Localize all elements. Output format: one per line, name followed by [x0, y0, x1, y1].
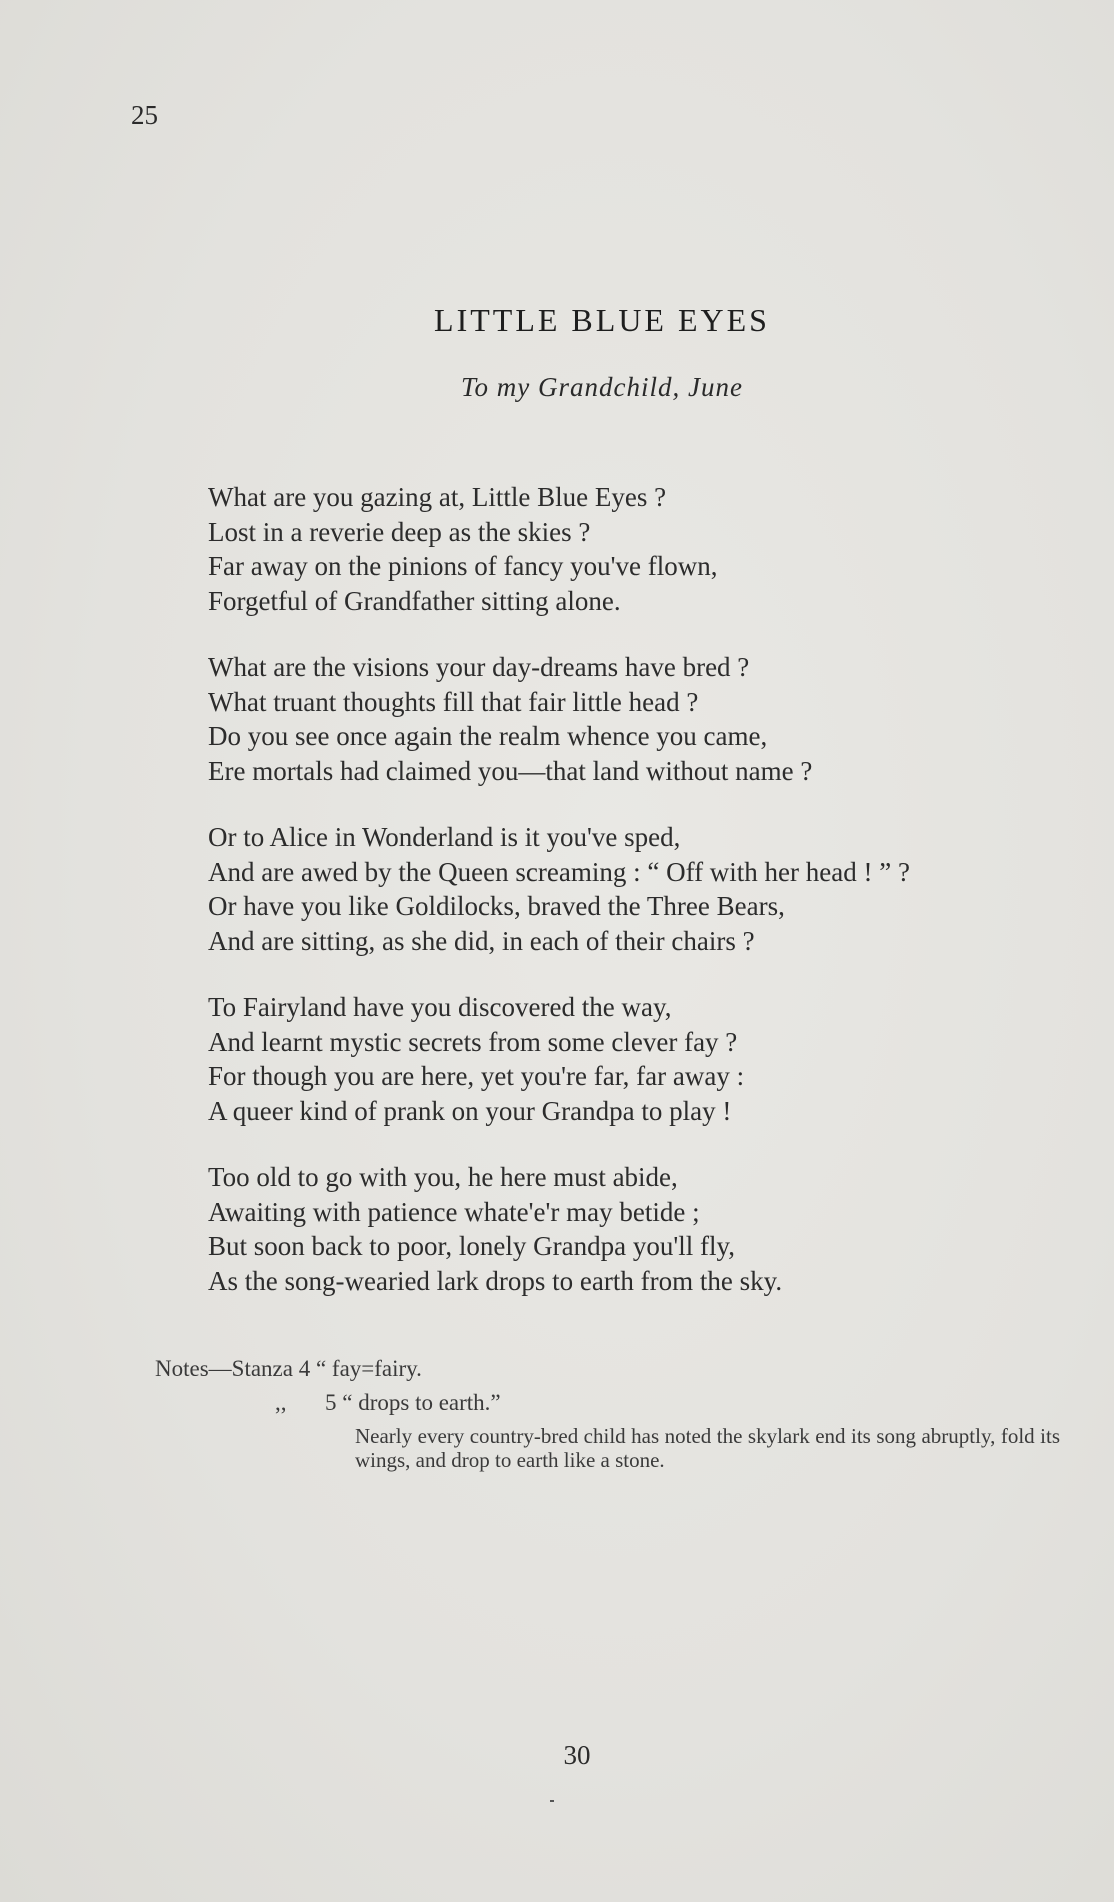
poem-line: What are the visions your day-dreams have bred ? [208, 652, 750, 682]
poem-line: Forgetful of Grandfather sitting alone. [208, 585, 621, 616]
poem-dedication: To my Grandchild, June [461, 372, 743, 402]
poem-title: LITTLE BLUE EYES [434, 302, 770, 338]
poem-line: But soon back to poor, lonely Grandpa you'll fly, [208, 1231, 735, 1261]
poem-line: As the song-wearied lark drops to earth from the sky. [208, 1265, 783, 1296]
poem-line: Awaiting with patience whate'e'r may betide ; [208, 1196, 700, 1227]
page-number-bottom: 30 [563, 1740, 591, 1770]
stanza-2 [208, 650, 1088, 788]
poem-line: Or have you like Goldilocks, braved the Three Bears, [208, 891, 785, 921]
poem-line: Or to Alice in Wonderland is it you've sped, [208, 822, 681, 852]
poem-line: And are awed by the Queen screaming : “ Off with her head ! ” ? [208, 856, 910, 887]
stanza-3 [208, 820, 1088, 958]
stanza-5 [208, 1160, 1088, 1298]
stanza-4 [208, 990, 1088, 1128]
poem-line: Lost in a reverie deep as the skies ? [208, 516, 591, 547]
poem-line: A queer kind of prank on your Grandpa to play ! [208, 1095, 732, 1126]
poem-line: Far away on the pinions of fancy you've flown, [208, 551, 718, 581]
stanza-1 [208, 480, 1088, 618]
note-stanza-5-text: 5 “ drops to earth.” [325, 1390, 501, 1415]
ditto-mark: ,, [275, 1390, 287, 1415]
paper-speck [550, 1800, 554, 1802]
poem-line: Do you see once again the realm whence you came, [208, 721, 768, 751]
poem-line: What truant thoughts fill that fair little head ? [208, 686, 699, 717]
page-number-top: 25 [131, 100, 158, 130]
poem-line: And are sitting, as she did, in each of their chairs ? [208, 925, 755, 956]
poem-body [208, 480, 1088, 1330]
notes-section [155, 1352, 1075, 1472]
note-explanation: Nearly every country-bred child has noted the skylark end its song abruptly, fold its wings, and drop to earth like a stone. [355, 1424, 1060, 1472]
poem-line: Too old to go with you, he here must abide, [208, 1162, 678, 1192]
poem-line: To Fairyland have you discovered the way, [208, 992, 672, 1022]
note-stanza-4: Notes—Stanza 4 “ fay=fairy. [155, 1356, 422, 1381]
poem-line: What are you gazing at, Little Blue Eyes ? [208, 482, 667, 512]
note-stanza-5 [275, 1386, 1075, 1420]
poem-line: For though you are here, yet you're far, far away : [208, 1061, 745, 1091]
poem-line: And learnt mystic secrets from some clever fay ? [208, 1026, 738, 1057]
poem-line: Ere mortals had claimed you—that land without name ? [208, 755, 813, 786]
